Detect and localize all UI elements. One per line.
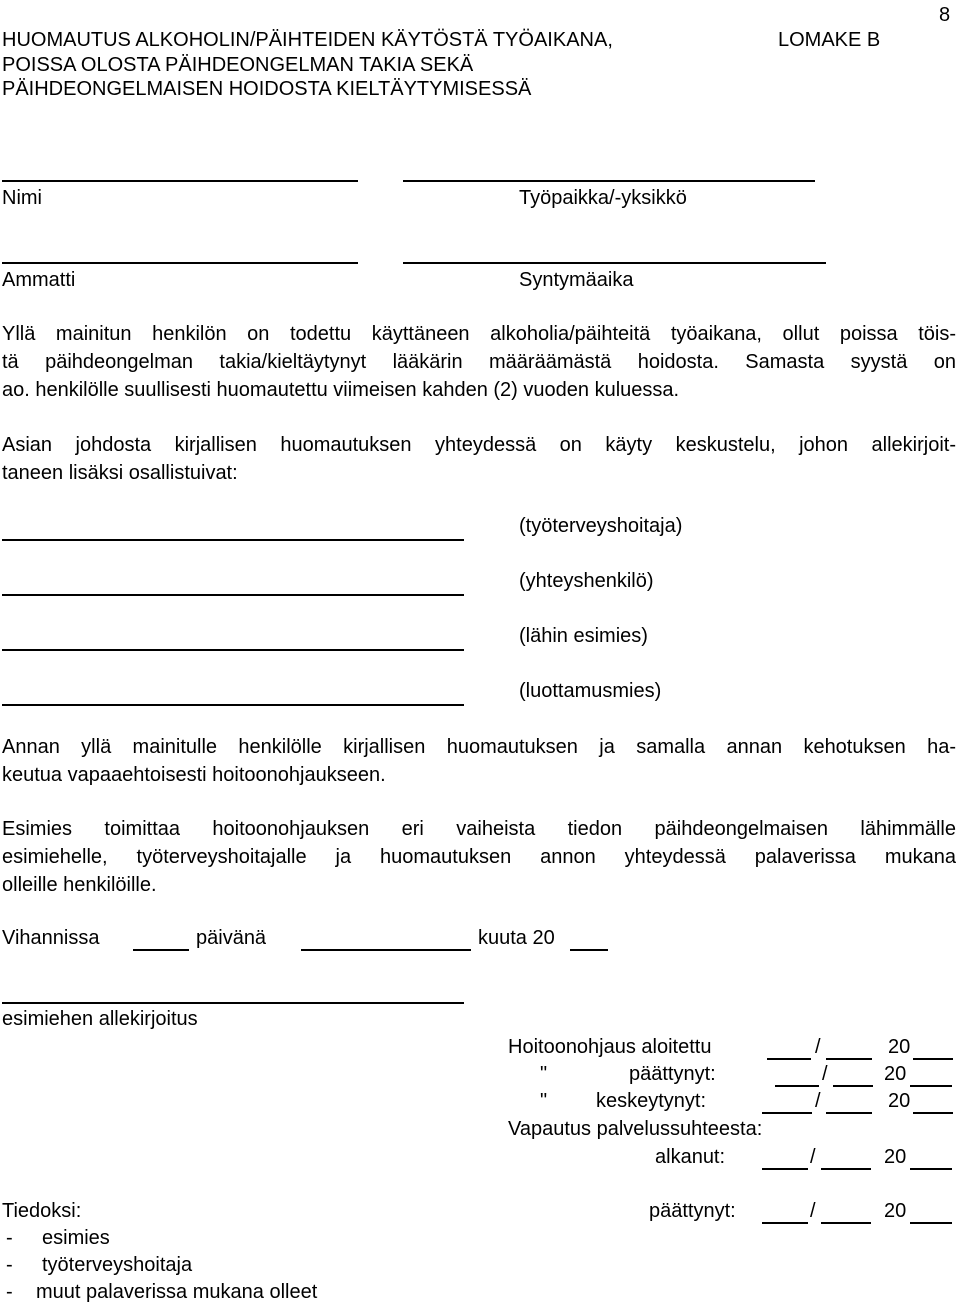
form-label: LOMAKE B [778, 29, 881, 51]
leave-end-year: 20 [884, 1200, 907, 1222]
occupation-label: Ammatti [2, 269, 76, 291]
participant-label-supervisor: (lähin esimies) [519, 625, 648, 647]
participant-line-supervisor[interactable] [2, 649, 464, 651]
date-year-line[interactable] [570, 949, 608, 951]
participant-line-steward[interactable] [2, 704, 464, 706]
paragraph-line: Yllä mainitun henkilön on todettu käyttäneen alkoholia/päihteitä työaikana, ollut poissa töis- [2, 323, 956, 345]
date-day-line[interactable] [133, 949, 189, 951]
paragraph-line: Annan yllä mainitulle henkilölle kirjallisen huomautuksen ja samalla annan kehotuksen ha- [2, 736, 956, 758]
participant-label-contact: (yhteyshenkilö) [519, 570, 654, 592]
treatment-interrupted-month-line[interactable] [826, 1112, 872, 1114]
date-day-label: päivänä [196, 927, 267, 949]
paragraph-line: ao. henkilölle suullisesti huomautettu viimeisen kahden (2) vuoden kuluessa. [2, 379, 680, 401]
participant-line-contact[interactable] [2, 594, 464, 596]
paragraph-line: olleille henkilöille. [2, 874, 157, 896]
treatment-ended-year-line[interactable] [910, 1085, 952, 1087]
participant-line-nurse[interactable] [2, 539, 464, 541]
leave-start-label: alkanut: [655, 1146, 726, 1168]
paragraph-referral [2, 733, 956, 789]
paragraph-line: taneen lisäksi osallistuivat: [2, 462, 238, 484]
paragraph-line: tä päihdeongelman takia/kieltäytynyt lääkärin määräämästä hoidosta. Samasta syystä on [2, 351, 956, 373]
treatment-started-slash: / [815, 1036, 821, 1058]
treatment-interrupted-year: 20 [888, 1090, 911, 1112]
date-month-label: kuuta 20 [478, 927, 555, 949]
form-title [2, 28, 613, 102]
leave-label: Vapautus palvelussuhteesta: [508, 1118, 763, 1140]
paragraph-line: esimiehelle, työterveyshoitajalle ja huomautuksen annon yhteydessä palaverissa mukana [2, 846, 956, 868]
treatment-started-year-line[interactable] [913, 1058, 953, 1060]
leave-end-year-line[interactable] [910, 1222, 952, 1224]
treatment-ended-ditto: " [540, 1063, 548, 1085]
treatment-interrupted-day-line[interactable] [762, 1112, 812, 1114]
paragraph-statement [2, 320, 956, 404]
distribution-label: Tiedoksi: [2, 1200, 82, 1222]
leave-end-label: päättynyt: [649, 1200, 736, 1222]
birthdate-line[interactable] [403, 262, 826, 264]
distribution-item: esimies [42, 1227, 110, 1249]
title-line-3: PÄIHDEONGELMAISEN HOIDOSTA KIELTÄYTYMISESSÄ [2, 78, 532, 100]
treatment-ended-label: päättynyt: [629, 1063, 716, 1085]
distribution-item: muut palaverissa mukana olleet [36, 1281, 318, 1303]
distribution-item: työterveyshoitaja [42, 1254, 193, 1276]
title-line-1: HUOMAUTUS ALKOHOLIN/PÄIHTEIDEN KÄYTÖSTÄ TYÖAIKANA, [2, 29, 613, 51]
name-label: Nimi [2, 187, 42, 209]
occupation-line[interactable] [2, 262, 358, 264]
participant-label-steward: (luottamusmies) [519, 680, 662, 702]
leave-end-month-line[interactable] [821, 1222, 871, 1224]
paragraph-line: Esimies toimittaa hoitoonohjauksen eri vaiheista tiedon päihdeongelmaisen lähimmälle [2, 818, 956, 840]
leave-end-day-line[interactable] [762, 1222, 808, 1224]
distribution-dash: - [6, 1281, 13, 1303]
treatment-started-label: Hoitoonohjaus aloitettu [508, 1036, 712, 1058]
participant-label-nurse: (työterveyshoitaja) [519, 515, 683, 537]
paragraph-line: keutua vapaaehtoisesti hoitoonohjaukseen. [2, 764, 386, 786]
distribution-dash: - [6, 1254, 13, 1276]
paragraph-line: Asian johdosta kirjallisen huomautuksen yhteydessä on käyty keskustelu, johon allekirjoit- [2, 434, 956, 456]
date-month-line[interactable] [301, 949, 471, 951]
treatment-interrupted-ditto: " [540, 1090, 548, 1112]
paragraph-supervisor-info [2, 815, 956, 899]
leave-start-year-line[interactable] [910, 1168, 952, 1170]
paragraph-discussion [2, 431, 956, 487]
treatment-interrupted-year-line[interactable] [913, 1112, 953, 1114]
treatment-started-month-line[interactable] [826, 1058, 872, 1060]
treatment-started-day-line[interactable] [767, 1058, 811, 1060]
workplace-line[interactable] [403, 180, 815, 182]
treatment-interrupted-label: keskeytynyt: [596, 1090, 707, 1112]
distribution-dash: - [6, 1227, 13, 1249]
treatment-ended-year: 20 [884, 1063, 907, 1085]
leave-start-month-line[interactable] [821, 1168, 871, 1170]
treatment-ended-month-line[interactable] [833, 1085, 873, 1087]
signature-label: esimiehen allekirjoitus [2, 1008, 198, 1030]
name-line[interactable] [2, 180, 358, 182]
treatment-interrupted-slash: / [815, 1090, 821, 1112]
workplace-label: Työpaikka/-yksikkö [519, 187, 687, 209]
treatment-ended-slash: / [822, 1063, 828, 1085]
treatment-started-year: 20 [888, 1036, 911, 1058]
title-line-2: POISSA OLOSTA PÄIHDEONGELMAN TAKIA SEKÄ [2, 53, 474, 76]
signature-line[interactable] [2, 1002, 464, 1004]
leave-end-slash: / [810, 1200, 816, 1222]
leave-start-year: 20 [884, 1146, 907, 1168]
page-number: 8 [939, 4, 951, 26]
date-place: Vihannissa [2, 927, 100, 949]
treatment-ended-day-line[interactable] [775, 1085, 819, 1087]
birthdate-label: Syntymäaika [519, 269, 634, 291]
leave-start-day-line[interactable] [762, 1168, 808, 1170]
leave-start-slash: / [810, 1146, 816, 1168]
